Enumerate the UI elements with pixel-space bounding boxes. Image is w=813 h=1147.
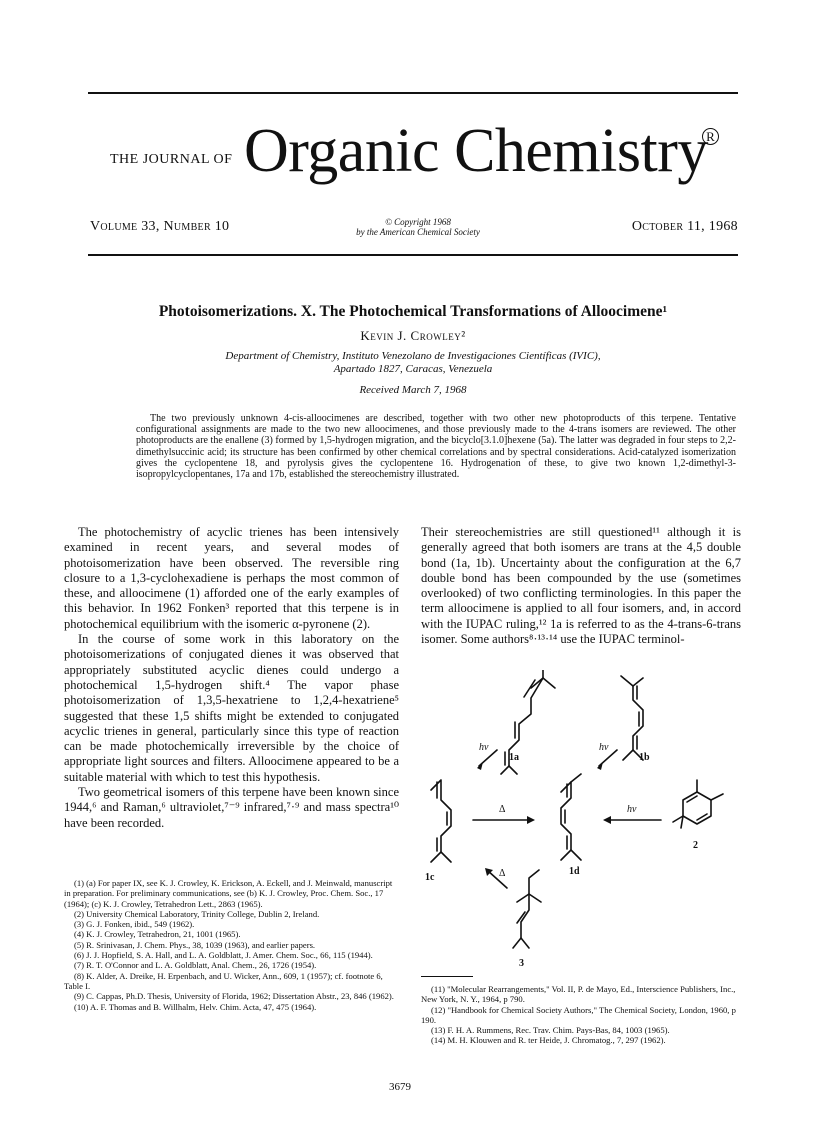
issue-line bbox=[88, 217, 738, 241]
compound-label-1c: 1c bbox=[425, 872, 435, 883]
received-date: Received March 7, 1968 bbox=[359, 384, 467, 396]
delta-label-2: Δ bbox=[499, 868, 506, 879]
publisher-line: by the American Chemical Society bbox=[356, 227, 480, 237]
footnote: (12) "Handbook for Chemical Society Authors," The Chemical Society, London, 1960, p 190. bbox=[421, 1004, 736, 1025]
paragraph: The photochemistry of acyclic trienes has been intensively examined in recent years, and several modes of photoisomerization have been observed. The reversible ring closure to a 1,3-cyclohexadiene is perhaps the most common of these, and alloocimene (1) afforded one of the early examples of this behavior. In 1962 Fonken³ reported that this terpene is in photochemical equilibrium with the isomeric α-pyronene (2). bbox=[64, 525, 399, 631]
compound-label-1b: 1b bbox=[639, 752, 650, 763]
footnote: (2) University Chemical Laboratory, Trinity College, Dublin 2, Ireland. bbox=[74, 908, 320, 919]
footnote: (8) K. Alder, A. Dreike, H. Erpenbach, and U. Wicker, Ann., 609, 1 (1957); cf. footnote 6, Table I. bbox=[64, 970, 383, 991]
registered-mark: R bbox=[702, 128, 719, 145]
footnote: (14) M. H. Klouwen and R. ter Heide, J. Chromatog., 7, 297 (1962). bbox=[431, 1035, 666, 1046]
bottom-rule bbox=[88, 254, 738, 256]
footnotes-left bbox=[64, 878, 399, 1012]
footnote: (9) C. Cappas, Ph.D. Thesis, University of Florida, 1962; Dissertation Abstr., 23, 846 (1962). bbox=[74, 991, 394, 1002]
article-title: Photoisomerizations. X. The Photochemical Transformations of Alloocimene¹ bbox=[158, 303, 668, 320]
structure-1b bbox=[621, 676, 643, 760]
body-column-left bbox=[64, 525, 399, 831]
footnote: (4) K. J. Crowley, Tetrahedron, 21, 1001 (1965). bbox=[74, 929, 241, 940]
copyright-notice bbox=[328, 217, 508, 237]
compound-label-1a: 1a bbox=[509, 752, 519, 763]
footnote: (1) (a) For paper IX, see K. J. Crowley, K. Erickson, A. Eckell, and J. Meinwald, manuscript in preparation. For preliminary communications, see (b) K. J. Crowley, Proc. Chem. Soc., 17 (1964); (c) K. J. Crowley, Tetrahedron Lett., 2863 (1965). bbox=[64, 878, 393, 909]
affiliation-line-1: Department of Chemistry, Instituto Venezolano de Investigaciones Científicas (IVIC), bbox=[225, 350, 601, 362]
journal-masthead bbox=[88, 118, 738, 198]
hv-label-1: hν bbox=[479, 742, 489, 753]
compound-label-3: 3 bbox=[519, 958, 524, 969]
footnote: (13) F. H. A. Rummens, Rec. Trav. Chim. Pays-Bas, 84, 1003 (1965). bbox=[431, 1025, 670, 1036]
volume-number: Volume 33, Number 10 bbox=[90, 219, 230, 234]
page-number: 3679 bbox=[389, 1081, 411, 1093]
abstract: The two previously unknown 4-cis-alloocimenes are described, together with two other new photoproducts of this terpene. Tentative configurational assignments are made to the two new alloocimenes, and those previously made to the 4-trans isomers are reviewed. The other photoproducts are the enallene (3) formed by 1,5-hydrogen migration, and the bicyclo[3.1.0]hexene (5a). The latter was degraded in four steps to 2,2-dimethylsuccinic acid; its structure has been confirmed by other chemical correlations and by spectral considerations. Acid-catalyzed isomerization gives the cyclopentene 18, and pyrolysis gives the cyclopentene 16. Hydrogenation of these, to give two known 1,2-dimethyl-3-isopropylcyclopentanes, 17a and 17b, established the stereochemistry illustrated. bbox=[136, 413, 736, 481]
footnote: (10) A. F. Thomas and B. Willhalm, Helv. Chim. Acta, 47, 475 (1964). bbox=[74, 1001, 317, 1012]
top-rule bbox=[88, 92, 738, 94]
copyright-line: © Copyright 1968 bbox=[385, 217, 451, 227]
author-affiliation bbox=[88, 350, 738, 376]
body-column-right bbox=[421, 525, 741, 647]
journal-prefix: THE JOURNAL OF bbox=[110, 152, 233, 167]
footnote-separator bbox=[421, 976, 473, 977]
compound-label-2: 2 bbox=[693, 840, 698, 851]
issue-date: October 11, 1968 bbox=[631, 219, 738, 234]
hv-label-3: hν bbox=[627, 804, 637, 815]
structure-3 bbox=[513, 870, 541, 948]
footnote: (3) G. J. Fonken, ibid., 549 (1962). bbox=[74, 919, 195, 930]
paragraph: Their stereochemistries are still questioned¹¹ although it is generally agreed that both isomers are trans at the 4,5 double bond (1a, 1b). Uncertainty about the configuration at the 6,7 double bond has been compounded by the use (sometimes overlooked) of two conflicting terminologies. In this paper the term alloocimene is applied to all four isomers, and, in accord with the IUPAC ruling,¹² 1a is referred to as the 4-trans-6-trans isomer. Some authors⁸·¹³·¹⁴ use the IUPAC terminol- bbox=[421, 525, 741, 647]
structure-2 bbox=[673, 780, 723, 828]
reaction-scheme bbox=[421, 670, 741, 970]
hv-label-2: hν bbox=[599, 742, 609, 753]
paragraph: In the course of some work in this laboratory on the photoisomerizations of conjugated dienes it was observed that appropriately substituted acyclic dienes could undergo a photochemical 1,5-hydrogen shift.⁴ The vapor phase photoisomerization of 1,3,5-hexatriene to 1,2,4-hexatriene⁵ suggested that these 1,5 shifts might be extended to conjugated acyclic trienes in general, particularly since this type of reaction can be made photochemically irreversible by the choice of appropriate light sources and filters. Alloocimene appeared to be a suitable material with which to test this hypothesis. bbox=[64, 632, 399, 784]
footnote: (11) "Molecular Rearrangements," Vol. II, P. de Mayo, Ed., Interscience Publishers, Inc., New York, N. Y., 1964, p 790. bbox=[421, 984, 736, 1005]
footnote: (7) R. T. O'Connor and L. A. Goldblatt, Anal. Chem., 26, 1726 (1954). bbox=[74, 960, 317, 971]
footnotes-right bbox=[421, 984, 741, 1046]
affiliation-line-2: Apartado 1827, Caracas, Venezuela bbox=[333, 363, 493, 375]
footnote: (5) R. Srinivasan, J. Chem. Phys., 38, 1039 (1963), and earlier papers. bbox=[74, 939, 316, 950]
journal-title: Organic Chemistry bbox=[244, 117, 708, 185]
structure-1c bbox=[431, 780, 451, 862]
paragraph: Two geometrical isomers of this terpene have been known since 1944,⁶ and Raman,⁶ ultraviolet,⁷⁻⁹ infrared,⁷·⁹ and mass spectra¹⁰ have been recorded. bbox=[64, 785, 399, 830]
article-author: Kevin J. Crowley² bbox=[360, 328, 466, 343]
compound-label-1d: 1d bbox=[569, 866, 580, 877]
delta-label-1: Δ bbox=[499, 804, 506, 815]
footnote: (6) J. J. Hopfield, S. A. Hall, and L. A. Goldblatt, J. Amer. Chem. Soc., 66, 115 (1944). bbox=[74, 950, 373, 961]
structure-1d bbox=[561, 774, 581, 860]
